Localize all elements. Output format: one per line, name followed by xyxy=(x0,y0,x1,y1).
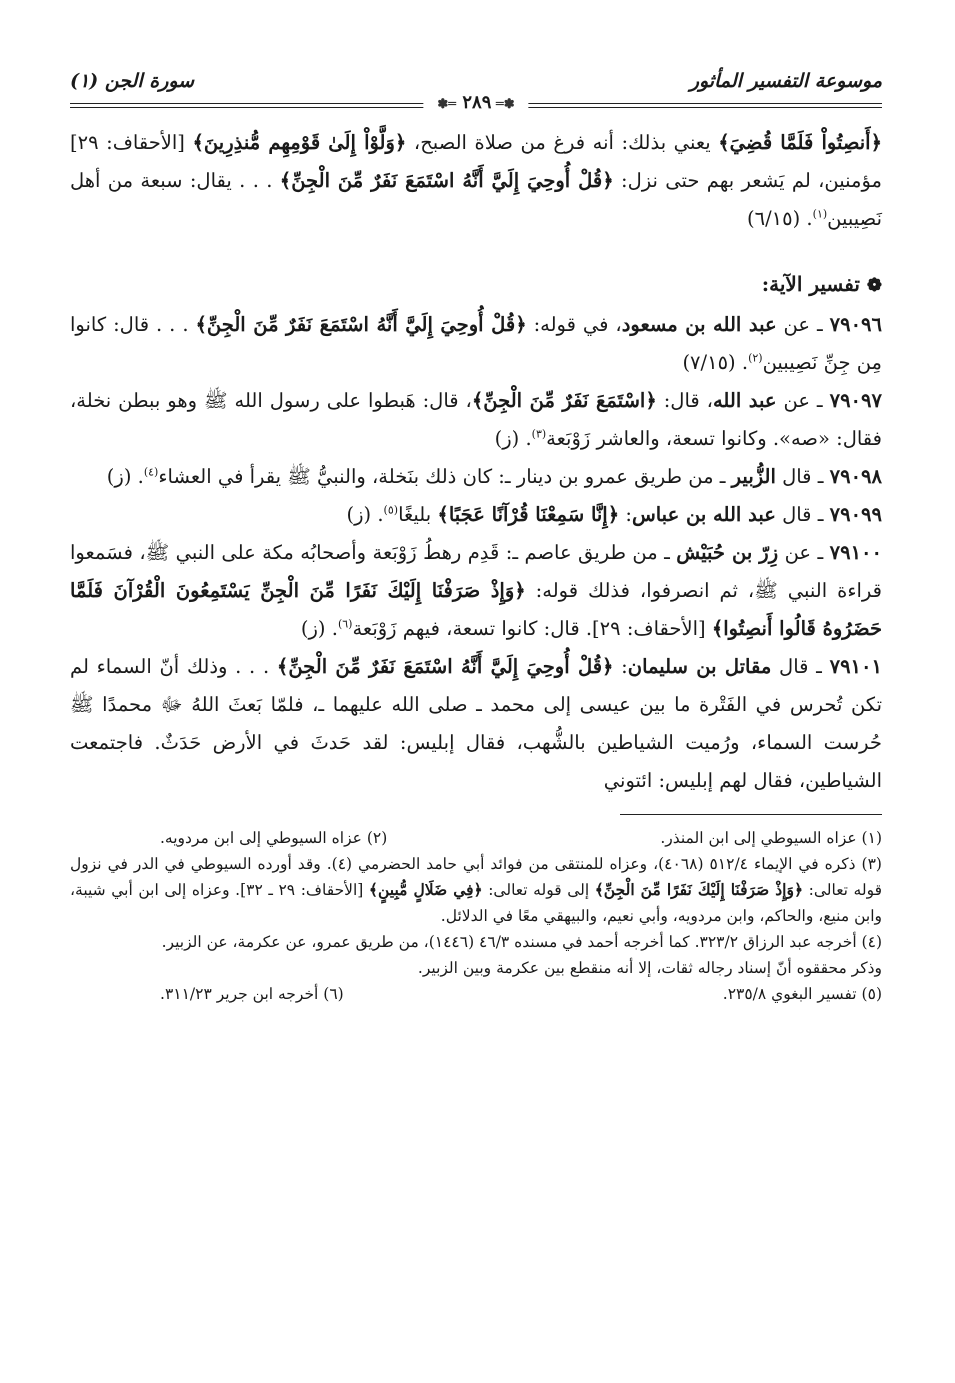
ornament-icon: ═✽ xyxy=(437,97,457,112)
entry-number: ٧٩٠٩٧ xyxy=(829,389,882,412)
text-run: [الأحقاف: ٢٩] مؤمنين، لم يَشعر بهم حتى نزل: xyxy=(70,131,882,192)
section-heading-label: تفسير الآية: xyxy=(761,272,860,296)
flower-icon: ❁ xyxy=(866,275,882,296)
text-run: . . . يقال: سبعة من أهل نَصِيبين xyxy=(70,169,882,230)
entry-number: ٧٩٠٩٦ xyxy=(829,313,882,336)
entry-number: ٧٩٠٩٩ xyxy=(829,503,882,526)
narration-entry xyxy=(70,306,882,382)
text-run: [الأحقاف: ٢٩]. قال: كانوا تسعة، فيهم زَوْبَعة xyxy=(352,617,712,640)
text-run: . . . قال: كانوا مِن جِنِّ نَصِيبين xyxy=(70,313,882,374)
text-run: . (ز) xyxy=(346,503,384,526)
narration-entry xyxy=(70,648,882,800)
footnote-ref: (١) xyxy=(812,207,828,221)
narrator-name: عبد الله بن عباس xyxy=(631,503,776,526)
narration-entry xyxy=(70,534,882,648)
text-run: [الأحقاف: ٢٩ ـ ٣٢]. وعزاه إلى ابن أبي شيبة، وابن منيع، والحاكم، وابن مردويه، وأبي نعيم، والبيهقي معًا في الدلائل. xyxy=(70,881,882,925)
text-run: ، في قوله: xyxy=(526,313,622,336)
footnote-ref: (٥) xyxy=(383,503,399,517)
page-number-box xyxy=(423,92,528,113)
text-run: ـ من طريق عمرو بن دينار ـ: كان ذلك بنَخلة، والنبيُّ ﷺ يقرأ في العشاء xyxy=(158,465,732,488)
entry-number: ٧٩٠٩٨ xyxy=(829,465,882,488)
narrator-name: مقاتل بن سليمان xyxy=(627,655,772,678)
quran-quote: ﴿وَإِذْ صَرَفْنَا إِلَيْكَ نَفَرًا مِّنَ الْجِنِّ﴾ xyxy=(594,880,804,899)
text-run: ـ عن xyxy=(776,313,830,336)
book-title: موسوعة التفسير المأثور xyxy=(689,70,882,92)
narrator-name: عبد الله بن مسعود xyxy=(621,313,777,336)
text-run: بليغًا xyxy=(398,503,438,526)
narration-entry xyxy=(70,458,882,496)
text-run: إلى قوله تعالى: xyxy=(482,881,595,899)
footnote-ref: (٢) xyxy=(748,351,763,365)
quran-quote: ﴿وَإِذْ صَرَفْنَا إِلَيْكَ نَفَرًا مِّنَ الْجِنِّ يَسْتَمِعُونَ الْقُرْآنَ فَلَمَّا حَضَرُوهُ قَالُوا أَنصِتُوا﴾ xyxy=(70,579,882,640)
narrator-name: زِرّ بن حُبَيْش xyxy=(676,541,779,564)
footnote-ref: (٣) xyxy=(531,427,547,441)
main-text xyxy=(70,124,882,800)
text-run: ـ قال xyxy=(771,655,830,678)
text-run: . . . وذلك أنّ السماء لم تكن تُحرس في الفَتْرة ما بين عيسى إلى محمد ـ صلى الله عليهما ـ، فلمّا بَعثَ اللهُ ﷻ محمدًا ﷺ حُرست السماء، ورُميت الشياطين بالشُّهب، فقال إبليس: لقد حَدثَ في الأرض حَدَثٌ. فاجتمعت الشياطين، فقال لهم إبليس: ائتوني xyxy=(70,655,882,792)
text-run: ، قال: xyxy=(656,389,713,412)
text-run: . (٦/١٥) xyxy=(747,207,813,230)
footnote-divider xyxy=(620,814,882,815)
text-run: . (ز) xyxy=(106,465,144,488)
text-run: ، قال: هَبطوا على رسول الله ﷺ وهو ببطن نخلة، فقال: «صه». وكانوا تسعة، والعاشر زَوْبَعة xyxy=(70,389,882,450)
text-run: ـ عن xyxy=(776,389,830,412)
quran-quote: ﴿إِنَّا سَمِعْنَا قُرْآنًا عَجَبًا﴾ xyxy=(437,503,620,526)
text-run: . (ز) xyxy=(300,617,338,640)
quran-quote: ﴿وَلَّوْاْ إِلَىٰ قَوْمِهِم مُّنذِرِينَ﴾ xyxy=(192,131,407,154)
quran-quote: ﴿فِي ضَلَالٍ مُّبِينٍ﴾ xyxy=(368,880,483,899)
footnote-3 xyxy=(70,851,882,929)
page xyxy=(70,70,882,1007)
footnote-4-note: وذكر محققوه أنّ إسناد رجاله ثقات، إلا أنه منقطع بين عكرمة وبين الزبير. xyxy=(417,959,882,977)
footnote-row xyxy=(70,825,882,851)
narration-entry xyxy=(70,496,882,534)
quran-quote: ﴿أَنصِتُواْ فَلَمَّا قُضِيَ﴾ xyxy=(718,131,883,154)
narrator-name: عبد الله xyxy=(712,389,777,412)
narration-entry xyxy=(70,382,882,458)
section-heading xyxy=(70,264,882,306)
text-run: ـ قال xyxy=(775,465,830,488)
text-run: : xyxy=(619,503,632,526)
entry-number: ٧٩١٠١ xyxy=(829,655,882,678)
text-run: . (٧/١٥) xyxy=(682,351,749,374)
quran-quote: ﴿قُلْ أُوحِيَ إِلَيَّ أَنَّهُ اسْتَمَعَ نَفَرٌ مِّنَ الْجِنِّ﴾ xyxy=(195,313,527,336)
text-run: . (ز) xyxy=(494,427,532,450)
text-run: يعني بذلك: أنه فرغ من صلاة الصبح، xyxy=(406,131,719,154)
quran-quote: ﴿قُلْ أُوحِيَ إِلَيَّ أَنَّهُ اسْتَمَعَ نَفَرٌ مِّنَ الْجِنِّ﴾ xyxy=(279,169,614,192)
narrator-name: الزُّبير xyxy=(731,465,776,488)
ornament-icon: ✽═ xyxy=(491,97,515,112)
footnote-1: (١) عزاه السيوطي إلى ابن المنذر. xyxy=(660,829,882,847)
quran-quote: ﴿اسْتَمَعَ نَفَرٌ مِّنَ الْجِنِّ﴾ xyxy=(471,389,657,412)
footnote-2: (٢) عزاه السيوطي إلى ابن مردويه. xyxy=(160,829,388,847)
footnote-5: (٥) تفسير البغوي ٢٣٥/٨. xyxy=(722,985,882,1003)
footnote-row xyxy=(70,981,882,1007)
surah-title: سورة الجن (١) xyxy=(70,70,195,92)
quran-quote: ﴿قُلْ أُوحِيَ إِلَيَّ أَنَّهُ اسْتَمَعَ نَفَرٌ مِّنَ الْجِنِّ﴾ xyxy=(276,655,614,678)
footnote-ref: (٤) xyxy=(143,465,159,479)
text-run: ـ من طريق عاصم ـ: قَدِم رهطُ زَوْبَعة وأصحابُه مكة على النبي ﷺ، فسَمعوا قراءة النبي ﷺ، ثم انصرفوا، فذلك قوله: xyxy=(70,541,882,602)
text-run: ـ قال xyxy=(775,503,830,526)
footnote-6: (٦) أخرجه ابن جرير ٣١١/٢٣. xyxy=(160,985,344,1003)
entry-number: ٧٩١٠٠ xyxy=(829,541,882,564)
footnotes xyxy=(70,825,882,1007)
text-run: : xyxy=(613,655,628,678)
text-run: (٣) ذكره في الإيماء ٥١٢/٤ (٤٠٦٨)، وعزاه للمنتقى من فوائد أبي حامد الحضرمي (٤). وقد أورده السيوطي في الدر في نزول قوله تعالى: xyxy=(70,855,883,899)
text-run: ـ عن xyxy=(778,541,830,564)
footnote-ref: (٦) xyxy=(337,617,353,631)
page-header xyxy=(70,70,882,120)
footnote-4: (٤) أخرجه عبد الرزاق ٣٢٣/٢. كما أخرجه أحمد في مسنده ٤٦/٣ (١٤٤٦)، من طريق عمرو، عن عكرمة، عن الزبير. xyxy=(161,933,882,951)
intro-paragraph xyxy=(70,124,882,238)
page-number: ٢٨٩ xyxy=(462,92,492,113)
